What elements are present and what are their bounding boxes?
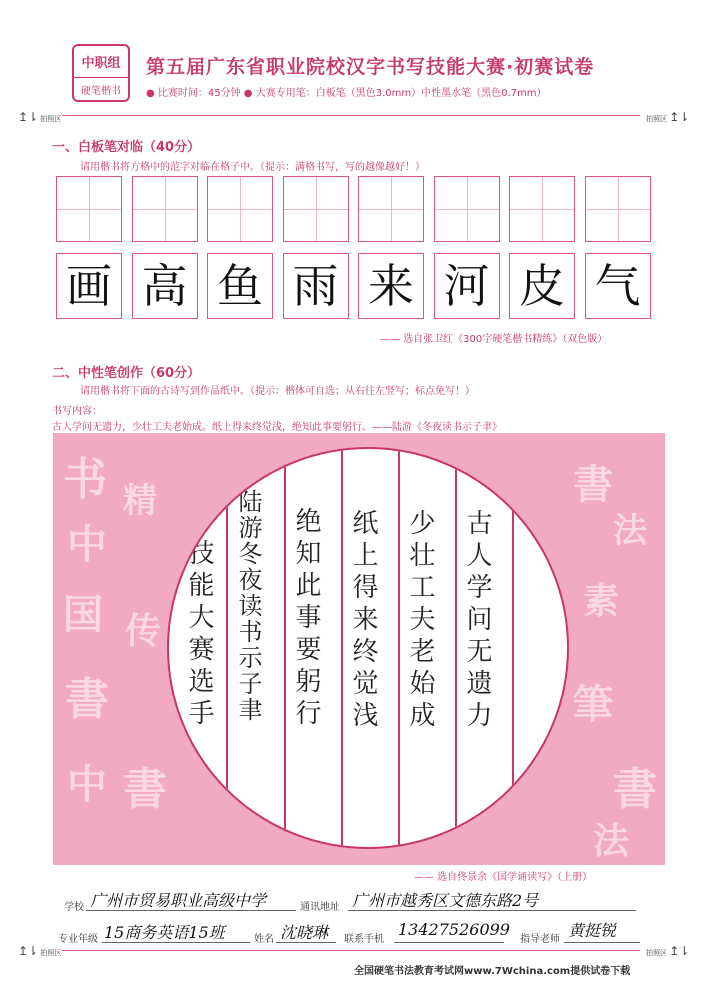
poem-column-6: 技能大赛选手 [184,539,214,731]
photo-marker-icon: ↥⇂ [669,110,690,124]
practice-cell[interactable] [509,176,575,242]
photo-marker-icon: ↥⇂ [669,944,690,958]
class-underline [102,942,250,943]
sample-char-cell: 高 [132,253,198,319]
footer-download-note: 全国硬笔书法教育考试网www.7Wchina.com提供试卷下载 [354,966,631,977]
poem-column-2: 少壮工夫老始成 [405,509,435,733]
header-divider [62,115,640,116]
section2-source: —— 选自佟景余《国学诵读写》（上册） [414,872,593,883]
school-field[interactable]: 广州市贸易职业高级中学 [90,891,267,910]
page-title: 第五届广东省职业院校汉字书写技能大赛·初赛试卷 [146,56,595,78]
practice-cell[interactable] [358,176,424,242]
poem-column-3: 纸上得来终觉浅 [348,509,378,733]
practice-cell[interactable] [56,176,122,242]
practice-cell[interactable] [132,176,198,242]
exam-info: ● 比赛时间：45分钟 ● 大赛专用笔：白板笔（黑色3.0mm）中性墨水笔（黑色0.7mm） [146,88,547,99]
poem-column-5: 陆游冬夜读书示子聿 [234,489,262,723]
sample-char-cell: 来 [358,253,424,319]
school-label: 学校 [64,902,84,913]
corner-mark-top-right: 拍照区 ↥⇂ [646,110,690,124]
practice-cell[interactable] [434,176,500,242]
sample-char-cell: 河 [434,253,500,319]
teacher-label: 指导老师 [520,934,560,945]
practice-cell[interactable] [283,176,349,242]
teacher-field[interactable]: 黄挺锐 [568,921,617,940]
practice-cell[interactable] [585,176,651,242]
section1-source: —— 选自张卫红《300字硬笔楷书精练》（双色版） [380,334,608,345]
poem-content: 古人学问无遗力，少壮工夫老始成。纸上得来终觉浅，绝知此事要躬行。——陆游《冬夜读书示子聿》 [52,422,502,433]
phone-label: 联系手机 [344,934,384,945]
poem-column-4: 绝知此事要躬行 [291,507,321,731]
photo-marker-icon: ↥⇂ [18,944,39,958]
photo-marker-icon: ↥⇂ [18,110,39,124]
address-label: 通讯地址 [300,902,340,913]
address-field[interactable]: 广州市越秀区文德东路2号 [352,891,539,910]
category-badge [72,44,130,102]
teacher-underline [564,942,640,943]
badge-bottom: 硬笔楷书 [74,77,128,97]
section2-instruction: 请用楷书将下面的古诗写到作品纸中。（提示：楷体可自选；从右往左竖写；标点免写！） [80,386,475,397]
address-underline [348,910,636,911]
corner-mark-top-left: ↥⇂ 拍照区 [18,110,62,124]
phone-underline [394,942,504,943]
content-label: 书写内容： [52,406,102,417]
poem-column-1: 古人学问无遗力 [462,509,492,733]
sample-char-cell: 画 [56,253,122,319]
class-label: 专业年级 [58,934,98,945]
footer-divider [62,950,640,951]
sample-char-cell: 皮 [509,253,575,319]
class-field[interactable]: 15商务英语15班 [104,923,225,942]
name-underline [276,942,336,943]
name-field[interactable]: 沈晓琳 [280,923,329,942]
phone-field[interactable]: 13427526099 [398,920,510,939]
name-label: 姓名 [254,934,274,945]
section1-instruction: 请用楷书将方格中的范字对临在格子中。（提示：满格书写，写的越像越好！） [80,162,425,173]
section1-heading: 一、白板笔对临（40分） [52,140,201,155]
writing-circle [167,447,569,849]
sample-char-cell: 气 [585,253,651,319]
sample-char-cell: 雨 [283,253,349,319]
creation-paper-background: 书 中 国 書 中 精 传 書 書 法 素 筆 書 法 [53,433,665,865]
badge-top: 中职组 [81,56,121,71]
corner-mark-bottom-left: ↥⇂ 拍照区 [18,944,62,958]
sample-char-cell: 鱼 [207,253,273,319]
section2-heading: 二、中性笔创作（60分） [52,366,201,381]
practice-cell[interactable] [207,176,273,242]
corner-mark-bottom-right: 拍照区 ↥⇂ [646,944,690,958]
school-underline [86,910,296,911]
